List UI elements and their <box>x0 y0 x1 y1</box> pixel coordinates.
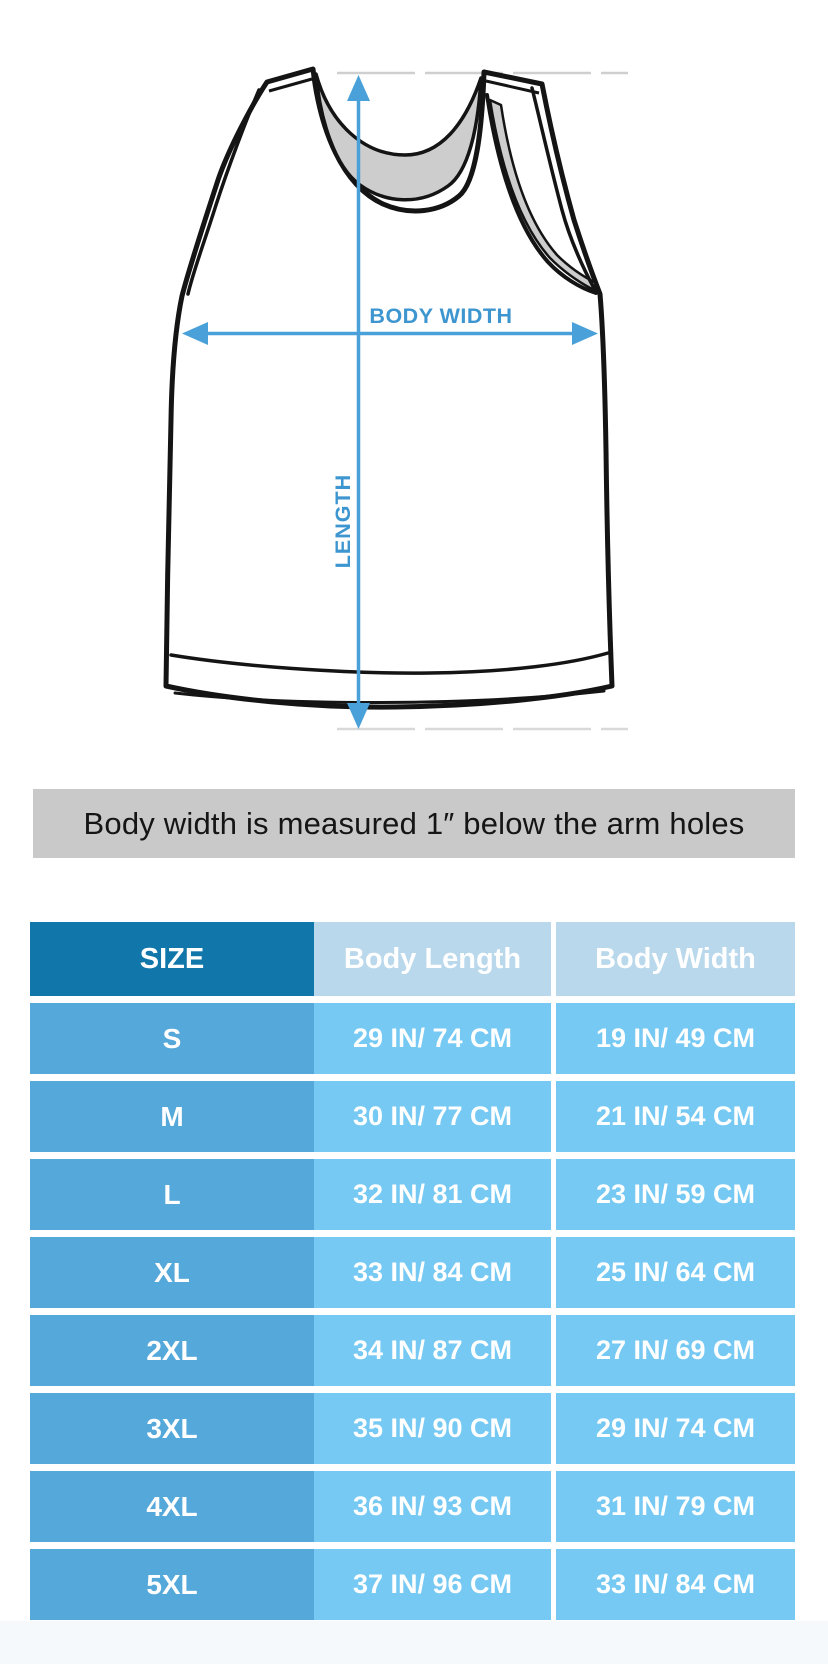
size-cell: XL <box>30 1237 314 1308</box>
body-width-cell: 23 IN/ 59 CM <box>551 1159 795 1230</box>
body-width-cell: 25 IN/ 64 CM <box>551 1237 795 1308</box>
table-row <box>30 1237 795 1308</box>
table-row <box>30 1081 795 1152</box>
size-cell: S <box>30 1003 314 1074</box>
body-length-cell: 37 IN/ 96 CM <box>314 1549 551 1620</box>
table-row <box>30 1471 795 1542</box>
size-cell: 5XL <box>30 1549 314 1620</box>
arrowhead-down <box>347 703 370 729</box>
table-row <box>30 1159 795 1230</box>
arrowhead-up <box>347 75 370 101</box>
note-text: Body width is measured 1″ below the arm holes <box>83 805 745 841</box>
body-length-cell: 35 IN/ 90 CM <box>314 1393 551 1464</box>
body-width-cell: 19 IN/ 49 CM <box>551 1003 795 1074</box>
body-width-cell: 21 IN/ 54 CM <box>551 1081 795 1152</box>
body-length-cell: 29 IN/ 74 CM <box>314 1003 551 1074</box>
body-width-cell: 29 IN/ 74 CM <box>551 1393 795 1464</box>
size-cell: L <box>30 1159 314 1230</box>
body-length-cell: 30 IN/ 77 CM <box>314 1081 551 1152</box>
note-banner <box>33 789 795 858</box>
body-width-cell: 33 IN/ 84 CM <box>551 1549 795 1620</box>
body-length-cell: 32 IN/ 81 CM <box>314 1159 551 1230</box>
size-cell: 3XL <box>30 1393 314 1464</box>
tank-top-diagram <box>0 0 828 770</box>
body-width-cell: 31 IN/ 79 CM <box>551 1471 795 1542</box>
column-header-body-length: Body Length <box>314 922 551 996</box>
footer-tint <box>0 1621 828 1664</box>
size-cell: 4XL <box>30 1471 314 1542</box>
size-table-body <box>30 1003 795 1620</box>
table-row <box>30 1003 795 1074</box>
column-header-body-width: Body Width <box>551 922 795 996</box>
body-width-cell: 27 IN/ 69 CM <box>551 1315 795 1386</box>
table-row <box>30 1549 795 1620</box>
body-length-cell: 34 IN/ 87 CM <box>314 1315 551 1386</box>
body-length-cell: 36 IN/ 93 CM <box>314 1471 551 1542</box>
body-length-cell: 33 IN/ 84 CM <box>314 1237 551 1308</box>
table-header-row <box>30 922 795 996</box>
length-label: LENGTH <box>331 473 355 569</box>
table-row <box>30 1393 795 1464</box>
size-cell: 2XL <box>30 1315 314 1386</box>
body-width-label: BODY WIDTH <box>369 304 513 328</box>
column-header-size: SIZE <box>30 922 314 996</box>
size-table <box>30 915 795 1627</box>
size-cell: M <box>30 1081 314 1152</box>
table-row <box>30 1315 795 1386</box>
